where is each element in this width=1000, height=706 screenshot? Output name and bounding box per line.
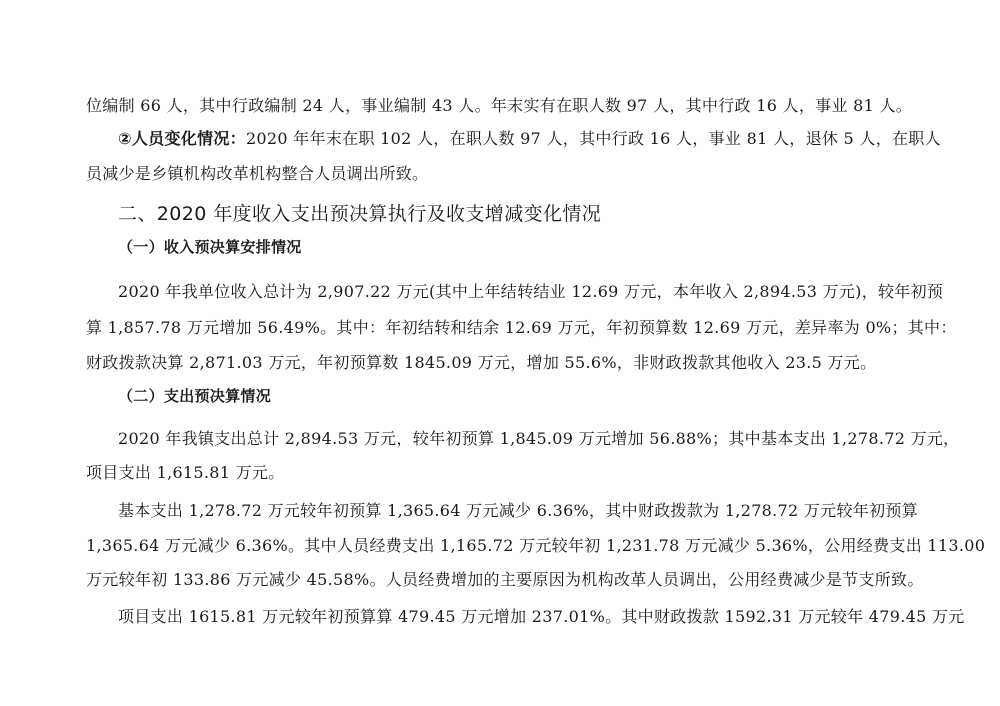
paragraph-text: 2020 年我镇支出总计 2,894.53 万元，较年初预算 1,845.09 万元增加 56.88%；其中基本支出 1,278.72 万元， xyxy=(118,429,960,448)
text-line xyxy=(0,163,1000,185)
heading-text: （一）收入预决算安排情况 xyxy=(118,238,302,256)
subsection-heading xyxy=(0,236,1000,258)
section-heading xyxy=(0,202,1000,226)
paragraph-text: 2020 年我单位收入总计为 2,907.22 万元(其中上年结转结业 12.69 万元，本年收入 2,894.53 万元)，较年初预 xyxy=(118,282,944,301)
text-line xyxy=(0,569,1000,591)
paragraph-text: 位编制 66 人，其中行政编制 24 人，事业编制 43 人。年末实有在职人数 97 人，其中行政 16 人，事业 81 人。 xyxy=(86,96,913,115)
paragraph-text: 基本支出 1,278.72 万元较年初预算 1,365.64 万元减少 6.36%，其中财政拨款为 1,278.72 万元较年初预算 xyxy=(118,501,918,520)
paragraph-text: 1,365.64 万元减少 6.36%。其中人员经费支出 1,165.72 万元较年初 1,231.78 万元减少 5.36%，公用经费支出 113.00 xyxy=(86,536,986,555)
text-line xyxy=(0,95,1000,117)
text-line xyxy=(0,317,1000,339)
paragraph-text: 算 1,857.78 万元增加 56.49%。其中：年初结转和结余 12.69 万元，年初预算数 12.69 万元，差异率为 0%；其中： xyxy=(86,318,957,337)
paragraph-text: 万元较年初 133.86 万元减少 45.58%。人员经费增加的主要原因为机构改革人员调出，公用经费减少是节支所致。 xyxy=(86,570,924,589)
text-line xyxy=(0,500,1000,522)
paragraph-text: 2020 年年末在职 102 人，在职人数 97 人，其中行政 16 人，事业 81 人，退休 5 人，在职人 xyxy=(245,129,941,148)
text-line xyxy=(0,281,1000,303)
text-line xyxy=(0,535,1000,557)
heading-text: 二、2020 年度收入支出预决算执行及收支增减变化情况 xyxy=(118,203,602,225)
heading-text: （二）支出预决算情况 xyxy=(118,387,272,405)
subsection-heading xyxy=(0,385,1000,407)
paragraph-text: 项目支出 1,615.81 万元。 xyxy=(86,463,285,482)
paragraph-text: 财政拨款决算 2,871.03 万元，年初预算数 1845.09 万元，增加 55.6%，非财政拨款其他收入 23.5 万元。 xyxy=(86,353,877,372)
text-line xyxy=(0,128,1000,150)
text-line xyxy=(0,352,1000,374)
paragraph-text: 员减少是乡镇机构改革机构整合人员调出所致。 xyxy=(86,164,429,183)
section-lead-label: ②人员变化情况： xyxy=(118,129,246,148)
text-line xyxy=(0,428,1000,450)
paragraph-text: 项目支出 1615.81 万元较年初预算算 479.45 万元增加 237.01%。其中财政拨款 1592.31 万元较年 479.45 万元 xyxy=(118,607,965,626)
text-line xyxy=(0,606,1000,628)
text-line xyxy=(0,462,1000,484)
